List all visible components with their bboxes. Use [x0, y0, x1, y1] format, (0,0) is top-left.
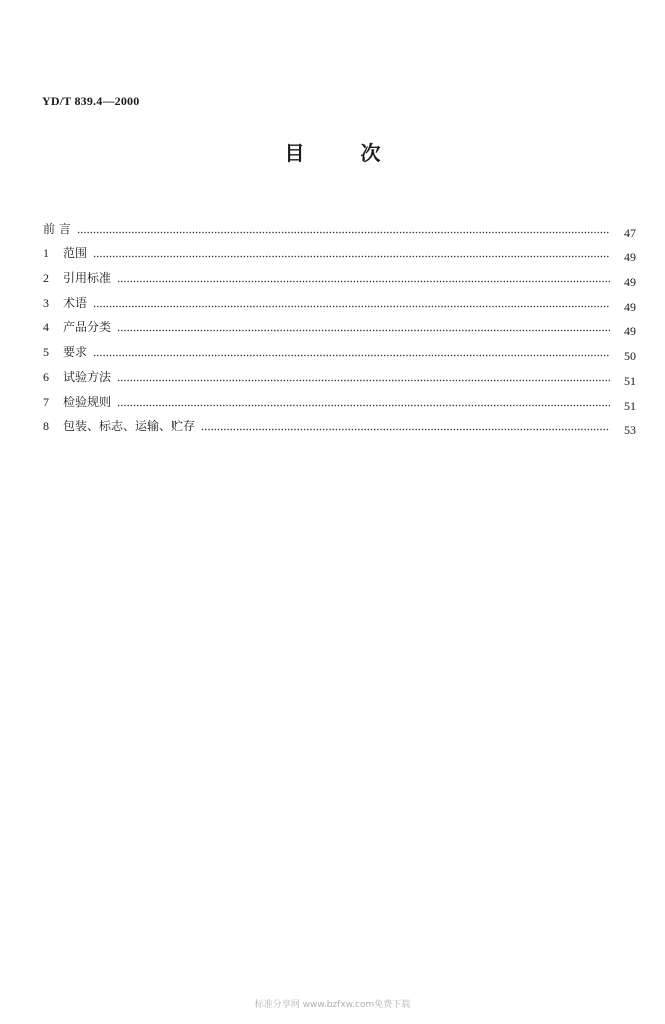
toc-entry-label: 术语: [63, 295, 88, 310]
toc-entry-number: 4: [43, 320, 49, 335]
toc-entry-foreword[interactable]: [43, 212, 636, 240]
toc-leader-dots: [117, 404, 610, 407]
toc-entry-scope[interactable]: [43, 237, 636, 265]
toc-entry-page: 51: [624, 373, 636, 388]
toc-entry-number: 2: [43, 271, 49, 286]
toc-entry-page: 51: [624, 398, 636, 413]
toc-entry-label: 包装、标志、运输、贮存: [63, 419, 196, 434]
toc-entry-number: 8: [43, 419, 49, 434]
toc-entry-label: 试验方法: [63, 369, 112, 384]
toc-entry-number: 3: [43, 295, 49, 310]
toc-entry-terms[interactable]: [43, 286, 636, 314]
toc-leader-dots: [93, 255, 610, 258]
toc-entry-page: 49: [624, 324, 636, 339]
toc-entry-page: 47: [624, 225, 636, 240]
toc-leader-dots: [117, 280, 610, 283]
toc-entry-label: 引用标准: [63, 271, 112, 286]
toc-entry-page: 49: [624, 299, 636, 314]
toc-leader-dots: [93, 305, 610, 308]
toc-entry-normative-references[interactable]: [43, 261, 636, 290]
toc-heading: [0, 137, 665, 166]
document-code: YD/T 839.4—2000: [42, 94, 140, 108]
toc-entry-page: 49: [624, 275, 636, 290]
toc-entry-label: 范围: [63, 246, 88, 261]
toc-entry-page: 53: [624, 423, 636, 438]
toc-entry-label: 前 言: [43, 221, 71, 236]
toc-entry-classification[interactable]: [43, 311, 636, 339]
toc-entry-number: 7: [43, 394, 49, 409]
toc-heading-char-1: 目: [284, 141, 305, 165]
toc-entry-number: 1: [43, 246, 49, 261]
toc-entry-inspection-rules[interactable]: [43, 385, 636, 413]
toc-entry-test-methods[interactable]: [43, 360, 636, 388]
toc-entry-label: 检验规则: [63, 394, 112, 409]
toc-heading-char-2: 次: [360, 141, 381, 165]
toc-entry-label: 产品分类: [63, 320, 112, 335]
toc-entry-number: 5: [43, 345, 49, 360]
toc-leader-dots: [77, 231, 610, 234]
toc-leader-dots: [201, 428, 610, 431]
toc-entry-page: 49: [624, 250, 636, 265]
toc-entry-label: 要求: [63, 345, 88, 360]
table-of-contents: [43, 212, 636, 438]
toc-entry-page: 50: [624, 349, 636, 364]
toc-entry-packaging[interactable]: [43, 410, 636, 438]
toc-leader-dots: [93, 354, 610, 357]
toc-entry-requirements[interactable]: [43, 335, 636, 364]
watermark-footer: 标准分享网 www.bzfxw.com免费下载: [254, 1000, 411, 1010]
toc-entry-number: 6: [43, 369, 49, 384]
toc-leader-dots: [117, 329, 610, 332]
toc-leader-dots: [117, 379, 610, 382]
